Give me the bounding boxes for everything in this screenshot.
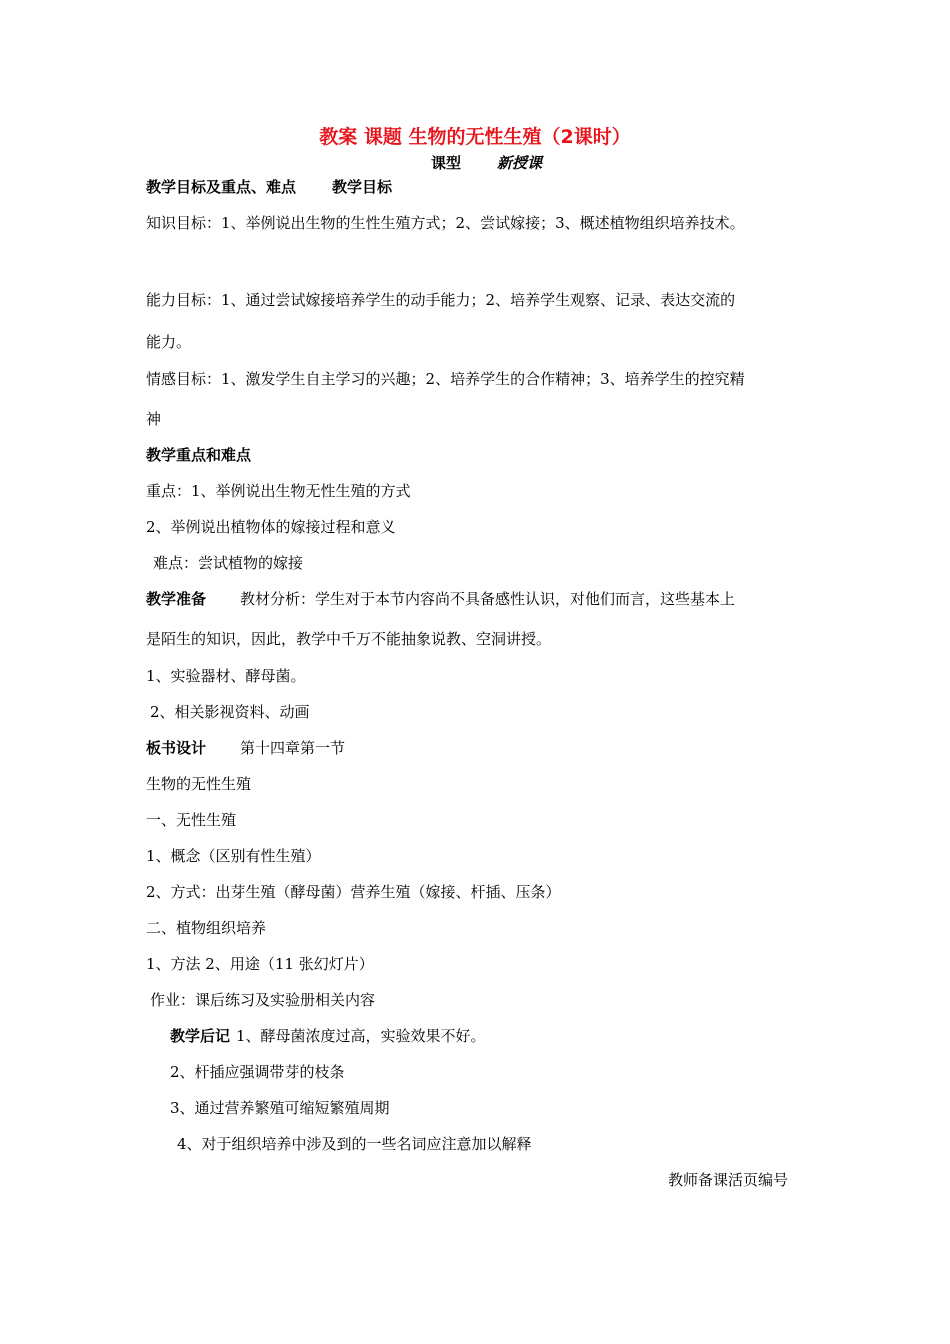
board-chapter: 第十四章第一节 <box>240 739 346 757</box>
ability-objective-line1: 能力目标：1、通过尝试嫁接培养学生的动手能力；2、培养学生观察、记录、表达交流的 <box>146 291 736 309</box>
ability-objective-line2: 能力。 <box>146 333 192 351</box>
reflection-item-4: 4、对于组织培养中涉及到的一些名词应注意加以解释 <box>177 1135 532 1153</box>
lesson-type <box>431 153 542 173</box>
board-section-1: 一、无性生殖 <box>146 811 237 829</box>
preparation-item-2: 2、相关影视资料、动画 <box>150 703 310 721</box>
objectives-heading: 教学目标及重点、难点 <box>146 178 297 196</box>
homework: 作业：课后练习及实验册相关内容 <box>150 991 376 1009</box>
reflection-item-2: 2、杆插应强调带芽的枝条 <box>170 1063 345 1081</box>
lesson-type-value: 新授课 <box>497 154 543 172</box>
emotion-objective-line1: 情感目标：1、激发学生自主学习的兴趣；2、培养学生的合作精神；3、培养学生的控究精 <box>146 370 745 388</box>
key-points-heading: 教学重点和难点 <box>146 446 252 464</box>
emotion-objective-line2: 神 <box>146 410 162 428</box>
page-title: 教案 课题 生物的无性生殖（2课时） <box>319 126 631 148</box>
objectives-subheading: 教学目标 <box>332 178 393 196</box>
objectives-heading-row <box>146 177 392 197</box>
reflection-heading: 教学后记 <box>170 1027 231 1045</box>
board-design-row <box>146 738 345 758</box>
key-point-1: 重点：1、举例说出生物无性生殖的方式 <box>146 482 411 500</box>
key-point-2: 2、举例说出植物体的嫁接过程和意义 <box>146 518 396 536</box>
preparation-heading: 教学准备 <box>146 590 207 608</box>
reflection-item-3: 3、通过营养繁殖可缩短繁殖周期 <box>170 1099 390 1117</box>
material-analysis-line2: 是陌生的知识，因此，教学中千万不能抽象说教、空洞讲授。 <box>146 630 552 648</box>
board-section-1-item-2: 2、方式：出芽生殖（酵母菌）营养生殖（嫁接、杆插、压条） <box>146 883 561 901</box>
board-topic: 生物的无性生殖 <box>146 775 252 793</box>
board-section-2-item-1: 1、方法 2、用途（11 张幻灯片） <box>146 955 374 973</box>
difficulty-point: 难点：尝试植物的嫁接 <box>153 554 304 572</box>
material-analysis-line1: 教材分析：学生对于本节内容尚不具备感性认识，对他们而言，这些基本上 <box>240 590 736 608</box>
page-number-label: 教师备课活页编号 <box>668 1171 789 1189</box>
preparation-row <box>146 589 735 609</box>
board-section-2: 二、植物组织培养 <box>146 919 267 937</box>
preparation-item-1: 1、实验器材、酵母菌。 <box>146 667 306 685</box>
knowledge-objective: 知识目标：1、举例说出生物的生性生殖方式；2、尝试嫁接；3、概述植物组织培养技术。 <box>146 214 745 232</box>
reflection-item-1: 1、酵母菌浓度过高，实验效果不好。 <box>236 1027 486 1045</box>
board-section-1-item-1: 1、概念（区别有性生殖） <box>146 847 321 865</box>
board-design-heading: 板书设计 <box>146 739 207 757</box>
reflection-row <box>170 1026 486 1046</box>
lesson-type-label: 课型 <box>431 154 462 172</box>
